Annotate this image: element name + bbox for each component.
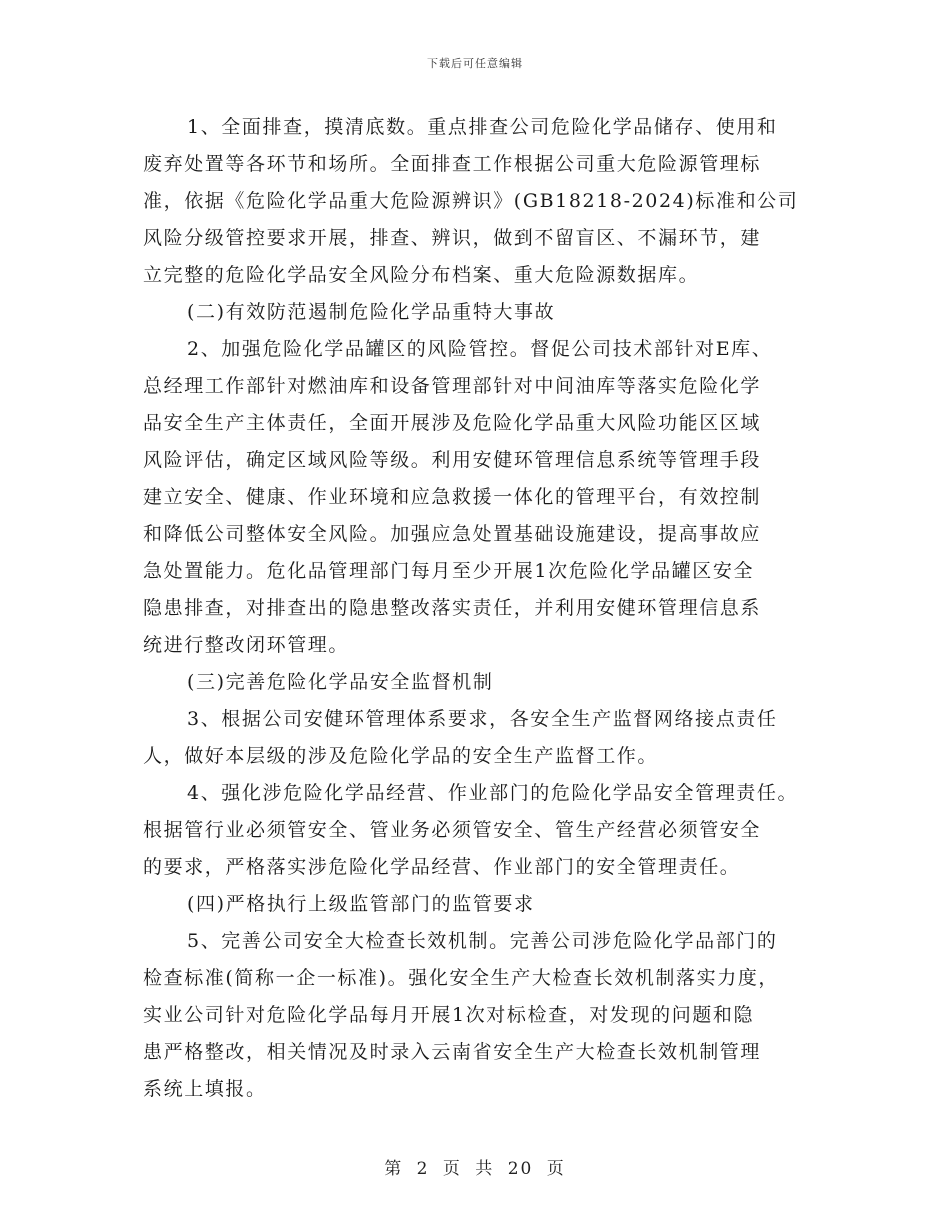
text-line: 2、加强危险化学品罐区的风险管控。督促公司技术部针对E库、 xyxy=(187,338,773,360)
text-line: 风险评估，确定区域风险等级。利用安健环管理信息系统等管理手段 xyxy=(143,449,762,471)
text-line: 患严格整改，相关情况及时录入云南省安全生产大检查长效机制管理 xyxy=(143,1041,762,1063)
text-line: 的要求，严格落实涉危险化学品经营、作业部门的安全管理责任。 xyxy=(143,856,741,878)
section-heading-2 xyxy=(143,297,823,327)
text-line: 5、完善公司安全大检查长效机制。完善公司涉危险化学品部门的 xyxy=(187,930,778,952)
text-line: 准，依据《危险化学品重大危险源辨识》(GB18218-2024)标准和公司 xyxy=(143,190,799,212)
text-line: 统进行整改闭环管理。 xyxy=(143,634,350,656)
paragraph-item-4 xyxy=(143,778,823,882)
text-line: 建立安全、健康、作业环境和应急救援一体化的管理平台，有效控制 xyxy=(143,486,762,508)
text-line: 4、强化涉危险化学品经营、作业部门的危险化学品安全管理责任。 xyxy=(187,782,799,804)
text-line: 急处置能力。危化品管理部门每月至少开展1次危险化学品罐区安全 xyxy=(143,560,755,582)
section-heading-3 xyxy=(143,667,823,697)
paragraph-item-2 xyxy=(143,334,823,660)
page-number-footer: 第 2 页 共 20 页 xyxy=(384,1159,566,1179)
heading-text: (三)完善危险化学品安全监督机制 xyxy=(187,671,494,693)
text-line: 品安全生产主体责任，全面开展涉及危险化学品重大风险功能区区域 xyxy=(143,412,762,434)
text-line: 总经理工作部针对燃油库和设备管理部针对中间油库等落实危险化学 xyxy=(143,375,762,397)
text-line: 风险分级管控要求开展，排查、辨识，做到不留盲区、不漏环节，建 xyxy=(143,227,762,249)
document-body xyxy=(143,112,823,1111)
page-header: 下载后可任意编辑 xyxy=(427,57,523,70)
text-line: 和降低公司整体安全风险。加强应急处置基础设施建设，提高事故应 xyxy=(143,523,762,545)
paragraph-item-1 xyxy=(143,112,823,290)
text-line: 1、全面排查，摸清底数。重点排查公司危险化学品储存、使用和 xyxy=(187,116,778,138)
text-line: 立完整的危险化学品安全风险分布档案、重大危险源数据库。 xyxy=(143,264,700,286)
text-line: 系统上填报。 xyxy=(143,1078,267,1100)
paragraph-item-5 xyxy=(143,926,823,1104)
heading-text: (四)严格执行上级监管部门的监管要求 xyxy=(187,893,535,915)
paragraph-item-3 xyxy=(143,704,823,771)
text-line: 根据管行业必须管安全、管业务必须管安全、管生产经营必须管安全 xyxy=(143,819,762,841)
text-line: 实业公司针对危险化学品每月开展1次对标检查，对发现的问题和隐 xyxy=(143,1004,755,1026)
text-line: 人，做好本层级的涉及危险化学品的安全生产监督工作。 xyxy=(143,745,659,767)
section-heading-4 xyxy=(143,889,823,919)
text-line: 3、根据公司安健环管理体系要求，各安全生产监督网络接点责任 xyxy=(187,708,778,730)
text-line: 检查标准(简称一企一标准)。强化安全生产大检查长效机制落实力度， xyxy=(143,967,780,989)
text-line: 隐患排查，对排查出的隐患整改落实责任，并利用安健环管理信息系 xyxy=(143,597,762,619)
heading-text: (二)有效防范遏制危险化学品重特大事故 xyxy=(187,301,556,323)
text-line: 废弃处置等各环节和场所。全面排查工作根据公司重大危险源管理标 xyxy=(143,153,762,175)
